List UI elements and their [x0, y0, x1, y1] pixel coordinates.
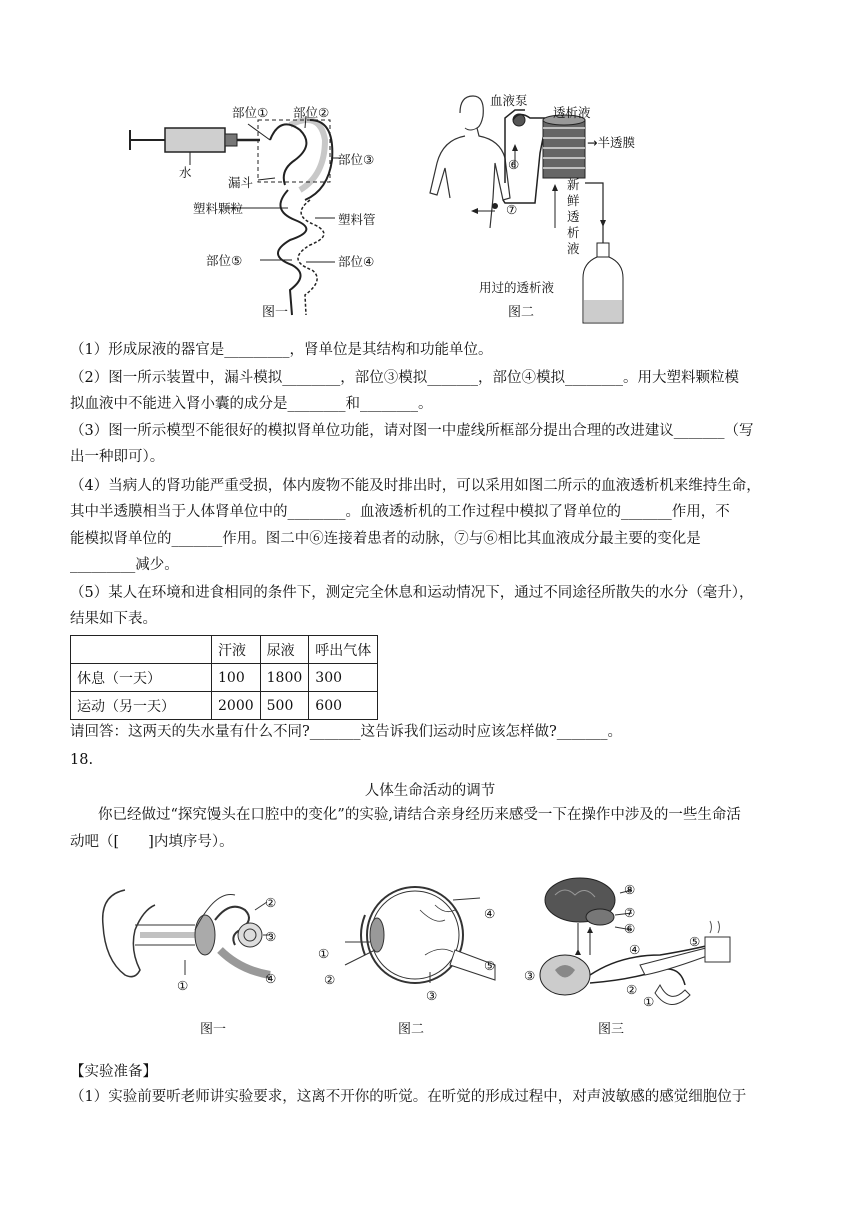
ear-label-4: ④	[265, 971, 277, 986]
question-18-intro-b: 动吧（[ ]内填序号）。	[70, 834, 234, 850]
fig2-label-fresh-1: 新	[567, 177, 580, 192]
fig1-label-part3: 部位③	[338, 152, 375, 167]
ear-label-3: ③	[265, 929, 277, 944]
question-4-line-a: （4）当病人的肾功能严重受损，体内废物不能及时排出时，可以采用如图二所示的血液透析机来维持生命，	[70, 478, 761, 494]
question-18-title: 人体生命活动的调节	[364, 783, 496, 799]
fig2-label-6: ⑥	[508, 157, 520, 172]
table-cell: 500	[260, 692, 309, 720]
question-1: （1）形成尿液的器官是_________，肾单位是其结构和功能单位。	[70, 342, 493, 358]
fig1-label-plastic-particles: 塑料颗粒	[193, 201, 244, 216]
after-table-question: 请回答：这两天的失水量有什么不同?_______这告诉我们运动时应该怎样做?_______。	[70, 724, 623, 740]
question-5-line-a: （5）某人在环境和进食相同的条件下，测定完全休息和运动情况下，通过不同途径所散失的水分（毫升），	[70, 585, 754, 601]
question-4-line-c: 能模拟肾单位的_______作用。图二中⑥连接着患者的动脉，⑦与⑥相比其血液成分最主要的变化是	[70, 531, 701, 547]
fig2-label-fresh-5: 液	[567, 241, 580, 256]
fig2-label-blood-pump: 血液泵	[490, 93, 528, 108]
fig1-label-part5: 部位⑤	[206, 253, 243, 268]
question-3-line-b: 出一种即可）。	[70, 449, 165, 465]
table-cell: 休息（一天）	[71, 664, 212, 692]
question-5-line-b: 结果如下表。	[70, 611, 157, 627]
reflex-label-3: ③	[524, 968, 536, 983]
fig1-caption: 图一	[262, 305, 289, 320]
fig2-label-dialysate: 透析液	[553, 105, 591, 120]
eye-label-2: ②	[324, 972, 336, 987]
fig1-label-part2: 部位②	[293, 105, 330, 120]
fig1-label-funnel: 漏斗	[228, 175, 254, 190]
table-cell: 运动（另一天）	[71, 692, 212, 720]
question-4-line-b: 其中半透膜相当于人体肾单位中的________。血液透析机的工作过程中模拟了肾单位的_______作用，不	[70, 504, 730, 520]
table-header-cell: 呼出气体	[309, 636, 378, 664]
eye-label-1: ①	[318, 946, 330, 961]
table-cell: 2000	[212, 692, 261, 720]
reflex-label-8: ⑧	[624, 882, 636, 897]
fig1-label-plastic-tube: 塑料管	[338, 212, 376, 227]
table-row	[71, 692, 378, 720]
fig2-label-fresh-2: 鲜	[567, 193, 580, 208]
fig2-label-fresh-4: 析	[567, 225, 580, 240]
reflex-label-7: ⑦	[624, 905, 636, 920]
reflex-caption: 图三	[598, 1022, 625, 1037]
prep-heading: 【实验准备】	[70, 1064, 157, 1080]
reflex-label-6: ⑥	[624, 921, 636, 936]
reflex-label-2: ②	[626, 982, 638, 997]
reflex-label-5: ⑤	[689, 934, 701, 949]
table-cell: 300	[309, 664, 378, 692]
question-18-number: 18.	[70, 752, 94, 768]
table-header-cell: 汗液	[212, 636, 261, 664]
eye-caption: 图二	[398, 1022, 425, 1037]
eye-label-3: ③	[426, 988, 438, 1003]
figure-1-kidney-model	[120, 90, 420, 320]
question-2-line-a: （2）图一所示装置中，漏斗模拟________，部位③模拟_______，部位④模拟________。用大塑料颗粒模	[70, 370, 739, 386]
fig2-label-used-dialysate: 用过的透析液	[479, 280, 555, 295]
figure-eye	[335, 880, 505, 990]
table-header-cell: 尿液	[260, 636, 309, 664]
table-cell: 100	[212, 664, 261, 692]
fig2-label-fresh-3: 透	[567, 209, 580, 224]
ear-caption: 图一	[200, 1022, 227, 1037]
table-row	[71, 664, 378, 692]
fig2-label-7: ⑦	[506, 202, 518, 217]
fig1-label-part4: 部位④	[338, 254, 375, 269]
fig1-label-part1: 部位①	[232, 105, 269, 120]
ear-label-1: ①	[177, 978, 189, 993]
fig2-label-semipermeable-membrane: →半透膜	[587, 135, 635, 150]
table-header-cell	[71, 636, 212, 664]
table-cell: 1800	[260, 664, 309, 692]
question-18-intro-a: 你已经做过“探究馒头在口腔中的变化”的实验,请结合亲身经历来感受一下在操作中涉及的一些生命活	[98, 807, 741, 823]
table-cell: 600	[309, 692, 378, 720]
fig2-caption: 图二	[508, 305, 535, 320]
table-header-row	[71, 636, 378, 664]
prep-paragraph-1: （1）实验前要听老师讲实验要求，这离不开你的听觉。在听觉的形成过程中，对声波敏感的感觉细胞位于	[70, 1089, 747, 1105]
fig1-label-water: 水	[179, 165, 192, 180]
question-4-line-d: _________减少。	[70, 557, 179, 573]
reflex-label-4: ④	[629, 942, 641, 957]
question-3-line-a: （3）图一所示模型不能很好的模拟肾单位功能，请对图一中虚线所框部分提出合理的改进建议_______（写	[70, 423, 754, 439]
ear-label-2: ②	[265, 895, 277, 910]
reflex-label-1: ①	[643, 994, 655, 1009]
question-2-line-b: 拟血液中不能进入肾小囊的成分是________和________。	[70, 396, 433, 412]
eye-label-5: ⑤	[484, 958, 496, 973]
eye-label-4: ④	[484, 906, 496, 921]
water-loss-table	[70, 635, 378, 720]
